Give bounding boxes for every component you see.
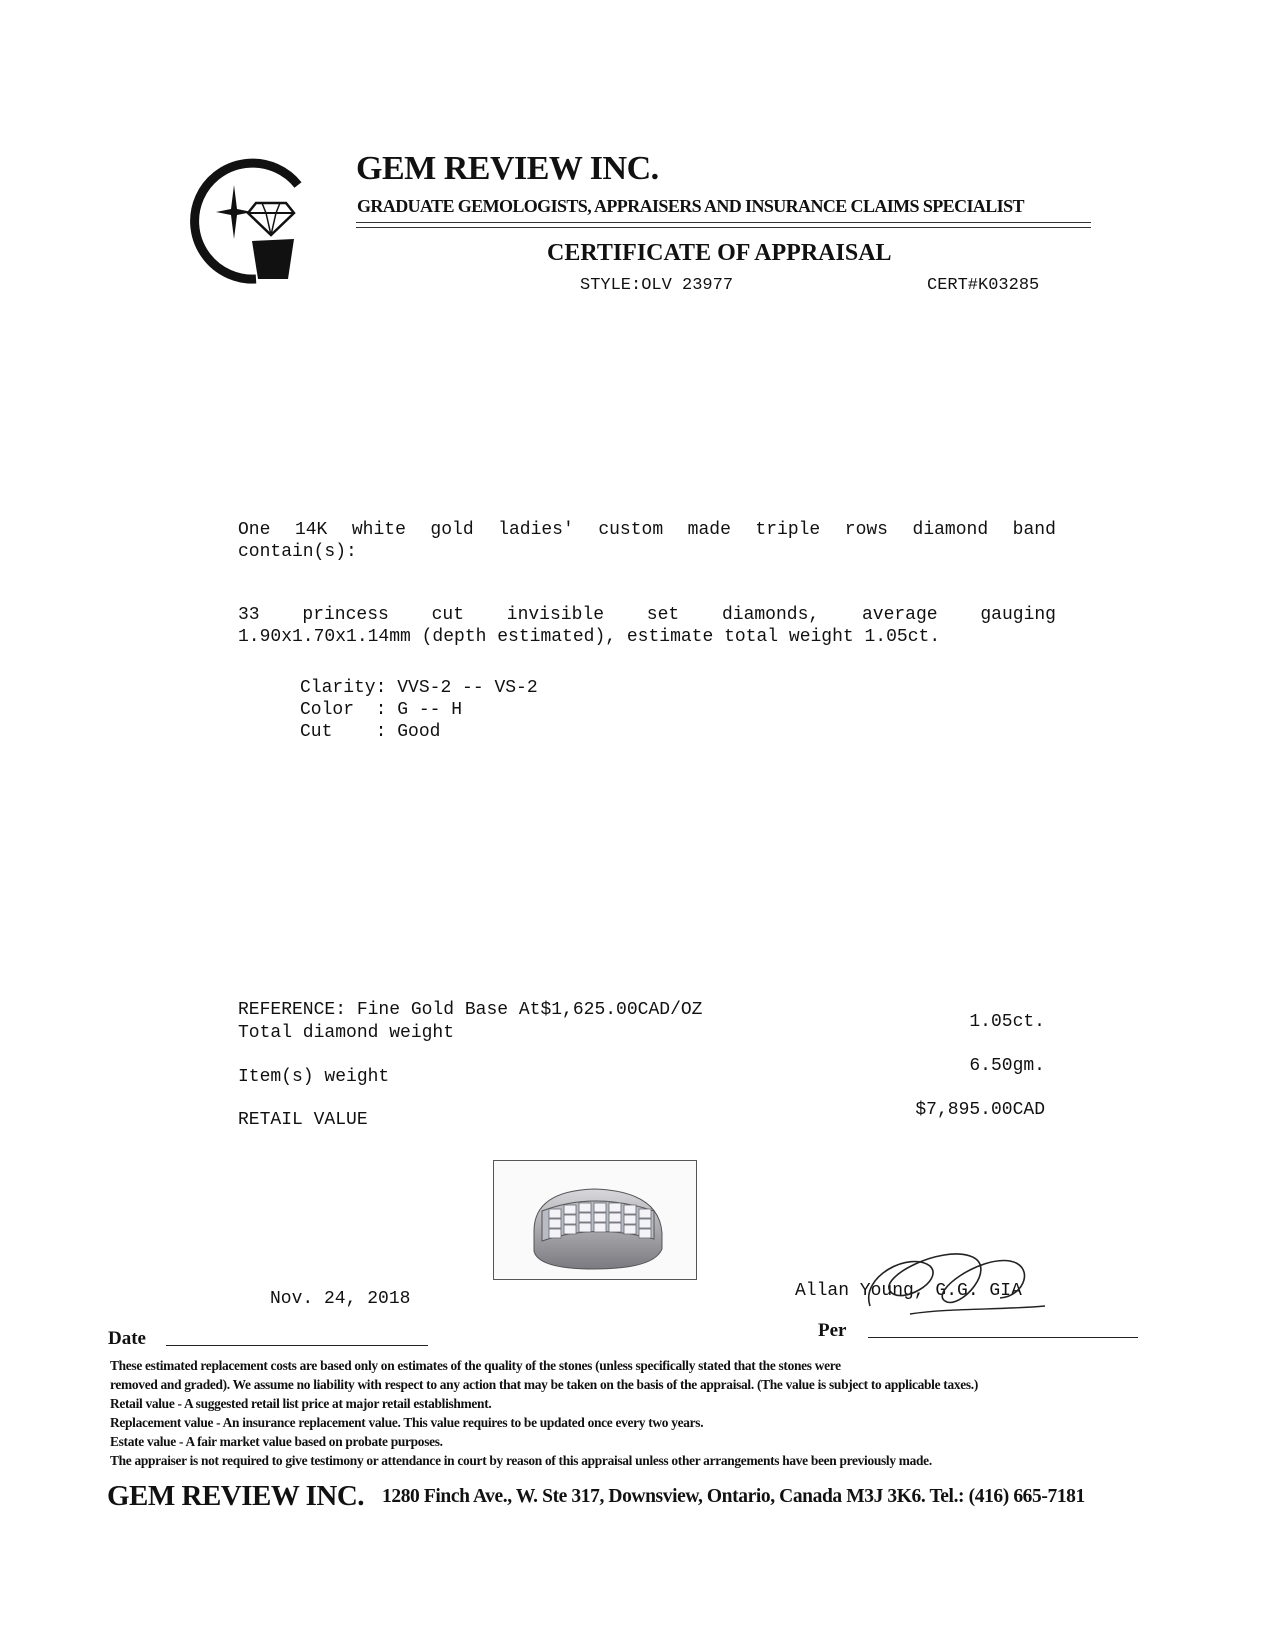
stones-word: 33 [238,605,260,625]
retail-value-label: RETAIL VALUE [238,1110,368,1130]
description-word: 14K [294,520,328,540]
footer-company-name: GEM REVIEW INC. [107,1480,365,1512]
stones-word: cut [431,605,464,625]
disclaimer-line: removed and graded). We assume no liability with respect to any action that may be taken on the basis of the appraisal. (The value is subject to applicable taxes.) [110,1377,979,1392]
per-signature-line [868,1337,1138,1338]
logo-sparkle-icon [216,185,252,239]
disclaimer-line: Estate value - A fair market value based on probate purposes. [110,1434,443,1449]
stones-word: gauging [980,605,1056,625]
header-rule-top [356,222,1091,223]
disclaimer-line: Replacement value - An insurance replacement value. This value requires to be updated once every two years. [110,1415,704,1430]
spec-value: Good [397,722,441,742]
footer-address: 1280 Finch Ave., W. Ste 317, Downsview, Ontario, Canada M3J 3K6. Tel.: (416) 665-7181 [382,1486,1085,1507]
stones-word: set [646,605,680,625]
date-signature-line [166,1345,428,1346]
spec-label: Cut : [300,722,387,742]
item-weight-value: 6.50gm. [969,1056,1045,1076]
spec-label: Color : [300,700,387,720]
spec-label: Clarity: [300,678,387,698]
stones-word: average [861,605,938,625]
style-number: STYLE:OLV 23977 [580,276,734,295]
description-word: ladies' [498,520,574,540]
description-word: band [1012,520,1056,540]
disclaimers [110,1356,978,1470]
appraiser-name: Allan Young, G.G. GIA [795,1281,1022,1301]
gold-reference: REFERENCE: Fine Gold Base At$1,625.00CAD/OZ [238,1000,703,1020]
company-logo [186,155,306,285]
header-rule-bottom [356,227,1091,228]
spec-value: VVS-2 -- VS-2 [397,678,538,698]
stones-description-line-1 [238,605,1056,625]
logo-pedestal [252,239,294,279]
spec-value: G -- H [397,700,463,720]
spec-color [300,699,538,721]
item-description-line-2: contain(s): [238,542,357,562]
description-word: rows [844,520,888,540]
disclaimer-line: The appraiser is not required to give testimony or attendance in court by reason of this appraisal unless other arrangements have been previously made. [110,1453,932,1468]
stones-word: princess [302,605,389,625]
ring-photo [493,1160,697,1280]
total-diamond-weight-value: 1.05ct. [969,1012,1045,1032]
handwritten-signature [850,1236,1050,1326]
appraisal-date: Nov. 24, 2018 [270,1289,411,1309]
ring-photo-image [494,1161,696,1279]
description-word: custom [598,520,664,540]
cert-number: CERT#K03285 [927,276,1040,295]
certificate-title: CERTIFICATE OF APPRAISAL [547,240,892,266]
stones-description-line-2: 1.90x1.70x1.14mm (depth estimated), estimate total weight 1.05ct. [238,627,941,647]
spec-cut [300,721,538,743]
grading-specs [300,677,538,743]
item-weight-label: Item(s) weight [238,1067,390,1087]
company-tagline: GRADUATE GEMOLOGISTS, APPRAISERS AND INSURANCE CLAIMS SPECIALIST [357,196,1024,216]
description-word: gold [430,520,474,540]
item-description-line-1 [238,520,1056,540]
description-word: made [687,520,731,540]
disclaimer-line: Retail value - A suggested retail list price at major retail establishment. [110,1396,492,1411]
stones-word: invisible [506,605,604,625]
description-word: One [238,520,271,540]
description-word: triple [755,520,821,540]
logo-diamond-icon [248,203,294,235]
total-diamond-weight-label: Total diamond weight [238,1023,455,1043]
description-word: white [351,520,406,540]
date-label: Date [108,1328,146,1349]
stones-word: diamonds, [721,605,820,625]
description-word: diamond [912,520,989,540]
retail-value-amount: $7,895.00CAD [915,1100,1045,1120]
per-label: Per [818,1320,847,1341]
company-name: GEM REVIEW INC. [356,150,659,187]
disclaimer-line: These estimated replacement costs are based only on estimates of the quality of the stones (unless specifically stated that the stones were [110,1358,841,1373]
spec-clarity [300,677,538,699]
